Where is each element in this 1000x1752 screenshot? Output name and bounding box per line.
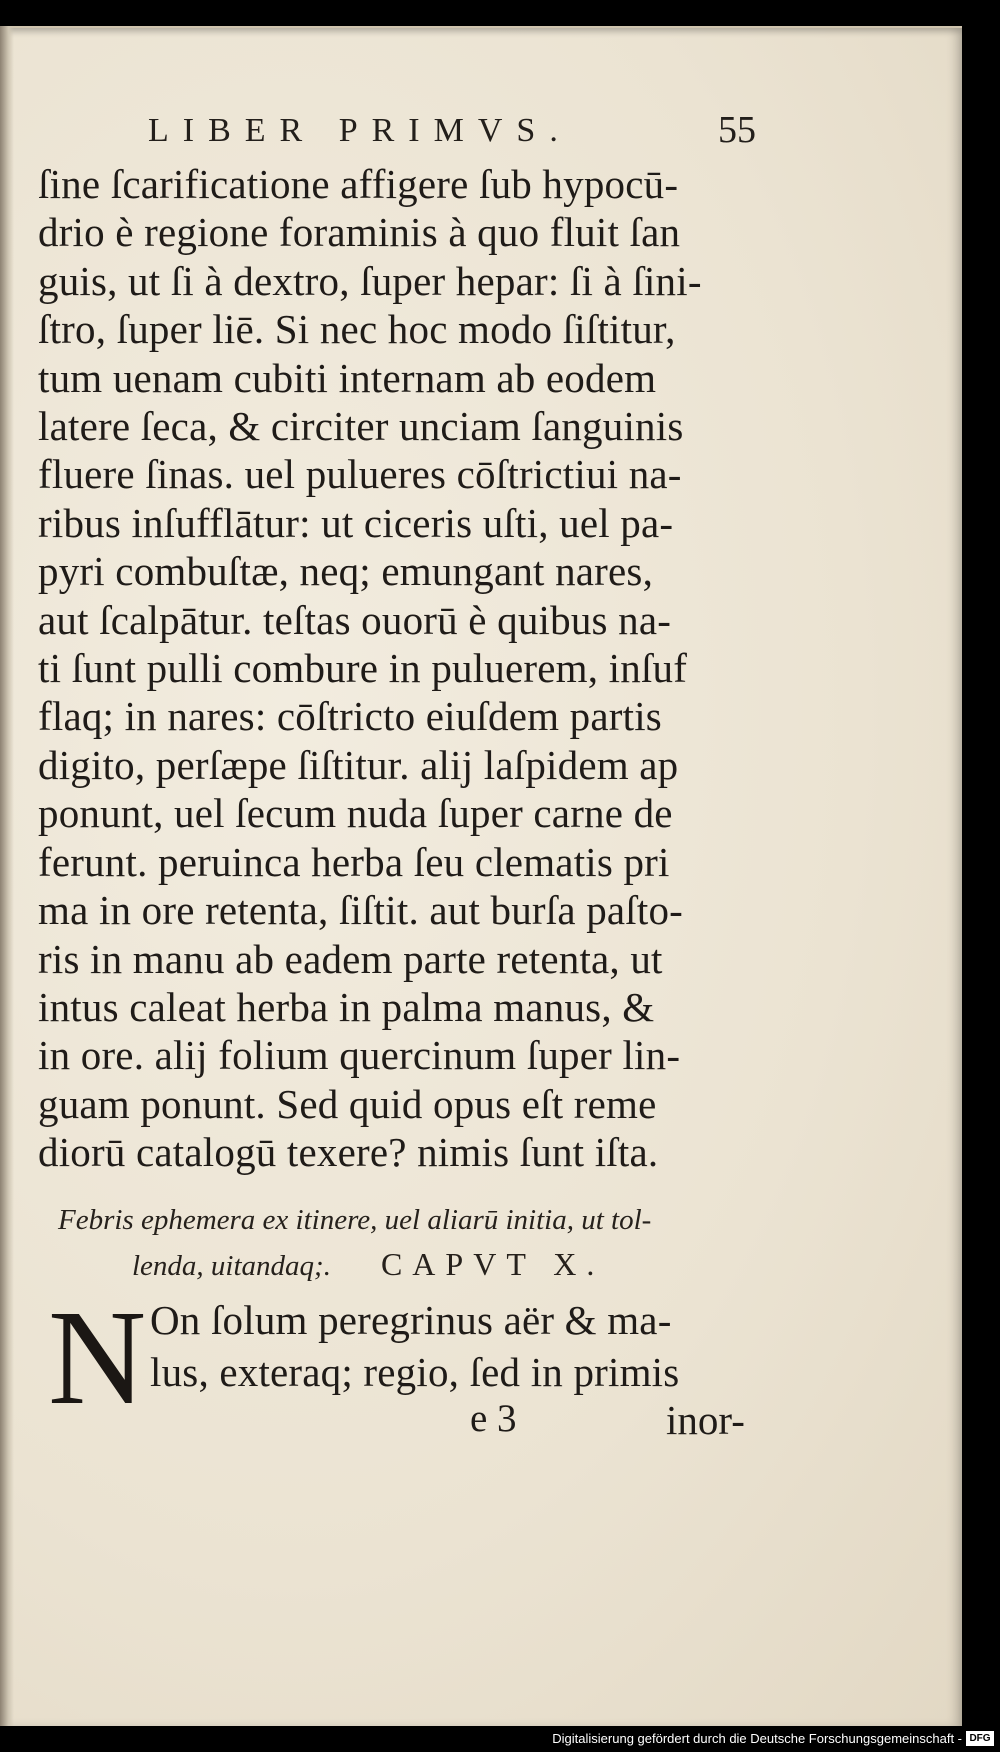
- text-line: latere ſeca, & circiter unciam ſanguinis: [38, 403, 684, 450]
- text-line: ſtro, ſuper liē. Si nec hoc modo ſiſtitur,: [38, 306, 676, 353]
- drop-cap: N: [48, 1283, 147, 1433]
- text-line: pyri combuſtæ, neq; emungant nares,: [38, 548, 654, 595]
- chapter-heading: [58, 1198, 778, 1288]
- text-line: ti ſunt pulli combure in puluerem, inſuf: [38, 645, 688, 692]
- body-text: [38, 160, 808, 1177]
- text-line: flaq; in nares: cōſtricto eiuſdem partis: [38, 693, 662, 740]
- page-gutter: [0, 26, 14, 1726]
- text-line: lus, exteraq; regio, ſed in primis: [150, 1349, 680, 1395]
- chapter-number: CAPVT X.: [380, 1246, 605, 1282]
- dfg-logo: DFG: [966, 1731, 994, 1746]
- text-line: drio è regione foraminis à quo fluit ſan: [38, 209, 681, 256]
- footer-bar: [0, 1726, 1000, 1752]
- text-line: in ore. alij folium quercinum ſuper lin-: [38, 1032, 681, 1079]
- signature-mark: e 3: [470, 1397, 517, 1440]
- text-line: tum uenam cubiti internam ab eodem: [38, 354, 657, 401]
- text-line: ſine ſcarificatione affigere ſub hypocū-: [38, 161, 679, 207]
- text-line: digito, perſæpe ſiſtitur. alij laſpidem ap: [38, 741, 679, 788]
- chapter-title-end: lenda, uitandaq;.: [132, 1250, 331, 1282]
- text-line: fluere ſinas. uel pulueres cōſtrictiui na-: [38, 451, 682, 498]
- text-line: ris in manu ab eadem parte retenta, ut: [38, 935, 663, 982]
- text-line: ponunt, uel ſecum nuda ſuper carne de: [38, 790, 673, 837]
- text-line: guam ponunt. Sed quid opus eſt reme: [38, 1080, 657, 1127]
- chapter-opening: [150, 1294, 679, 1398]
- text-line: aut ſcalpātur. teſtas ouorū è quibus na-: [38, 596, 672, 643]
- digitization-credit: Digitalisierung gefördert durch die Deutsche Forschungsgemeinschaft -: [552, 1731, 962, 1746]
- page-number: 55: [718, 109, 756, 151]
- text-line: intus caleat herba in palma manus, &: [38, 983, 655, 1030]
- text-line: ferunt. peruinca herba ſeu clematis pri: [38, 838, 670, 885]
- chapter-title-line: Febris ephemera ex itinere, uel aliarū initia, ut tol-: [58, 1204, 652, 1236]
- chapter-title-line: [58, 1242, 778, 1288]
- running-head: LIBER PRIMVS.: [148, 112, 572, 149]
- text-line: guis, ut ſi à dextro, ſuper hepar: ſi à ſini-: [38, 257, 702, 304]
- text-line: ma in ore retenta, ſiſtit. aut burſa paſto-: [38, 887, 684, 934]
- text-line: On ſolum peregrinus aër & ma-: [150, 1297, 672, 1343]
- catchword: inor-: [666, 1397, 745, 1443]
- text-line: diorū catalogū texere? nimis ſunt iſta.: [38, 1129, 659, 1176]
- text-line: ribus inſufflātur: ut ciceris uſti, uel pa-: [38, 499, 674, 546]
- page-header: [0, 88, 962, 151]
